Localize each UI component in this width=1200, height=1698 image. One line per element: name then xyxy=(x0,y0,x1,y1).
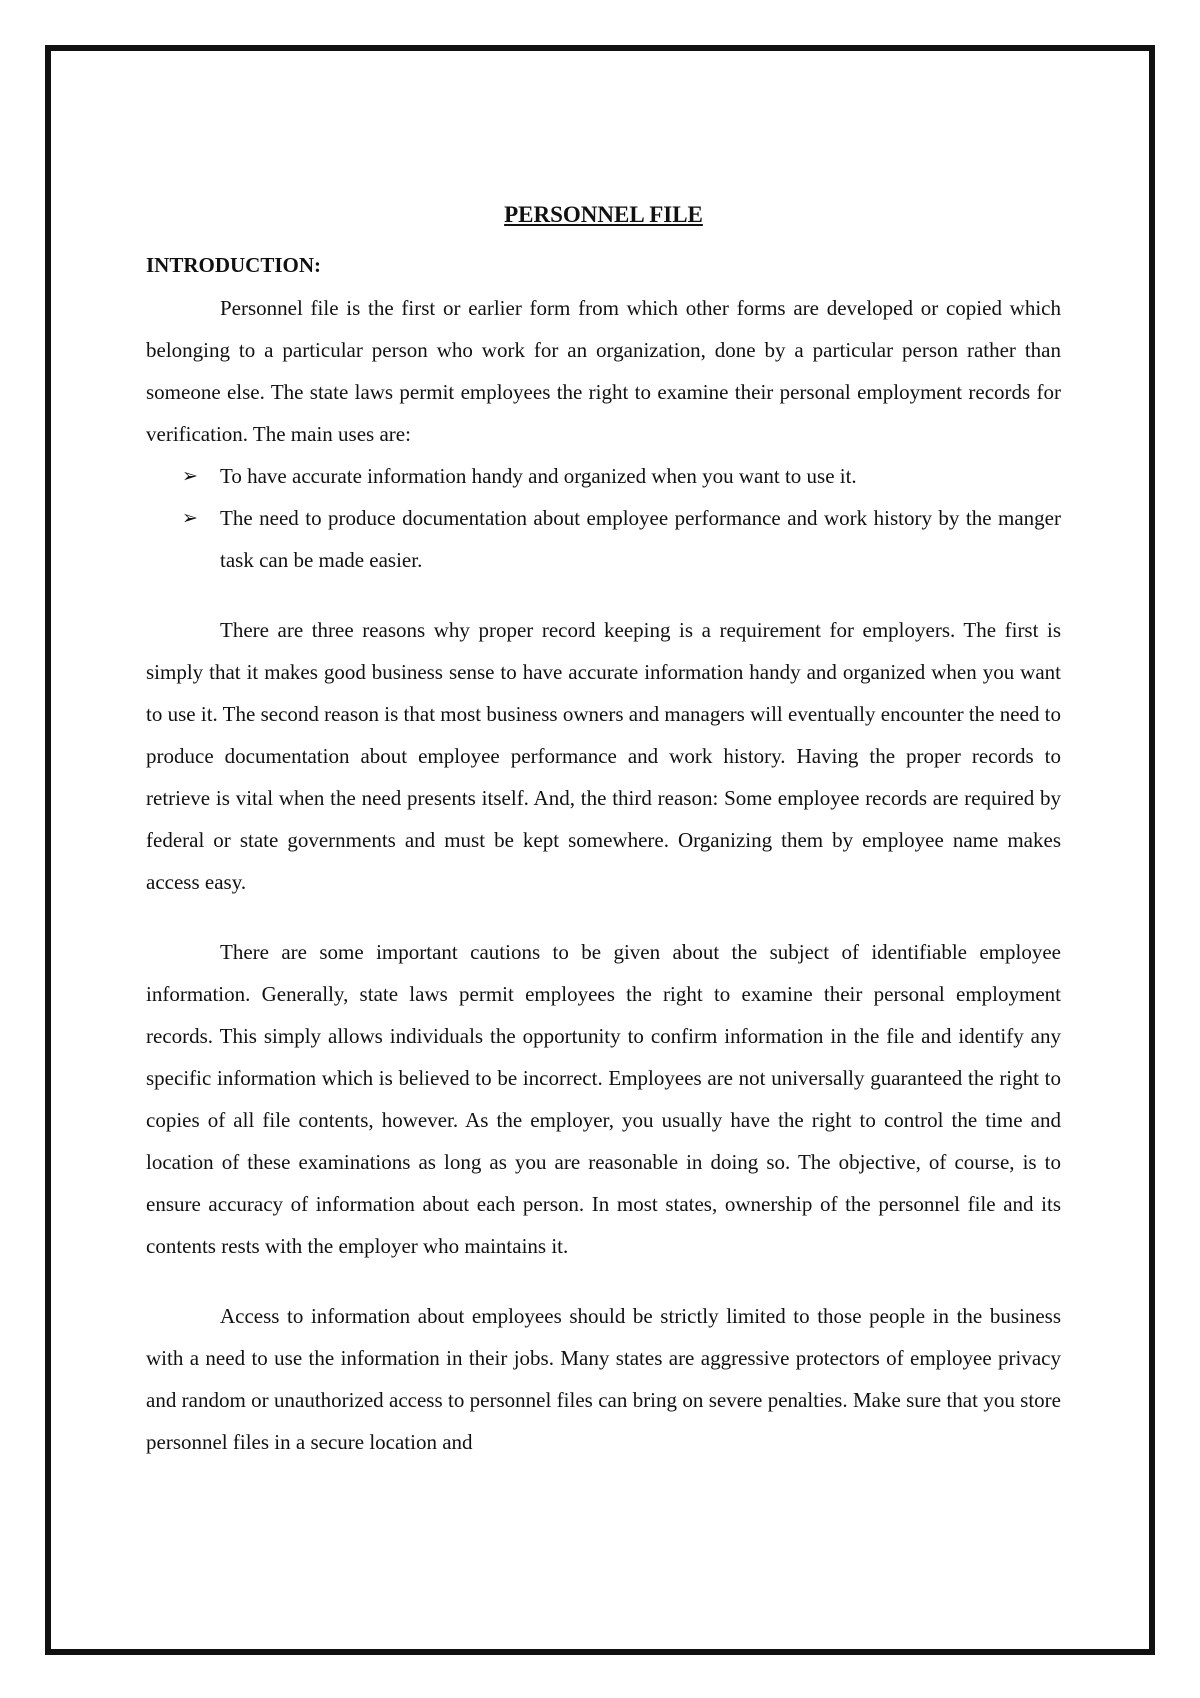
list-item xyxy=(182,455,1061,497)
document-body xyxy=(146,195,1061,1463)
paragraph-record-keeping-reasons: There are three reasons why proper record keeping is a requirement for employers. The first is simply that it makes good business sense to have accurate information handy and organized when you want to use it. The second reason is that most business owners and managers will eventually encounter the need to produce documentation about employee performance and work history. Having the proper records to retrieve is vital when the need presents itself. And, the third reason: Some employee records are required by federal or state governments and must be kept somewhere. Organizing them by employee name makes access easy. xyxy=(146,618,1061,894)
arrowhead-bullet-icon: ➢ xyxy=(182,507,198,529)
paragraph-access-limits: Access to information about employees should be strictly limited to those people in the business with a need to use the information in their jobs. Many states are aggressive protectors of employee privacy and random or unauthorized access to personnel files can bring on severe penalties. Make sure that you store personnel files in a secure location and xyxy=(146,1304,1061,1454)
arrowhead-bullet-icon: ➢ xyxy=(182,465,198,487)
list-item xyxy=(182,497,1061,581)
page-title: PERSONNEL FILE xyxy=(504,202,703,227)
uses-bullet-list xyxy=(146,455,1061,581)
section-heading-introduction: INTRODUCTION: xyxy=(146,253,322,277)
bullet-text: To have accurate information handy and organized when you want to use it. xyxy=(220,464,857,488)
paragraph-cautions: There are some important cautions to be given about the subject of identifiable employee information. Generally, state laws permit employees the right to examine their personal employment records. This simply allows individuals the opportunity to confirm information in the file and identify any specific information which is believed to be incorrect. Employees are not universally guaranteed the right to copies of all file contents, however. As the employer, you usually have the right to control the time and location of these examinations as long as you are reasonable in doing so. The objective, of course, is to ensure accuracy of information about each person. In most states, ownership of the personnel file and its contents rests with the employer who maintains it. xyxy=(146,940,1061,1258)
intro-paragraph: Personnel file is the first or earlier form from which other forms are developed or copied which belonging to a particular person who work for an organization, done by a particular person rather than someone else. The state laws permit employees the right to examine their personal employment records for verification. The main uses are: xyxy=(146,296,1061,446)
bullet-text: The need to produce documentation about employee performance and work history by the manger task can be made easier. xyxy=(220,506,1061,572)
